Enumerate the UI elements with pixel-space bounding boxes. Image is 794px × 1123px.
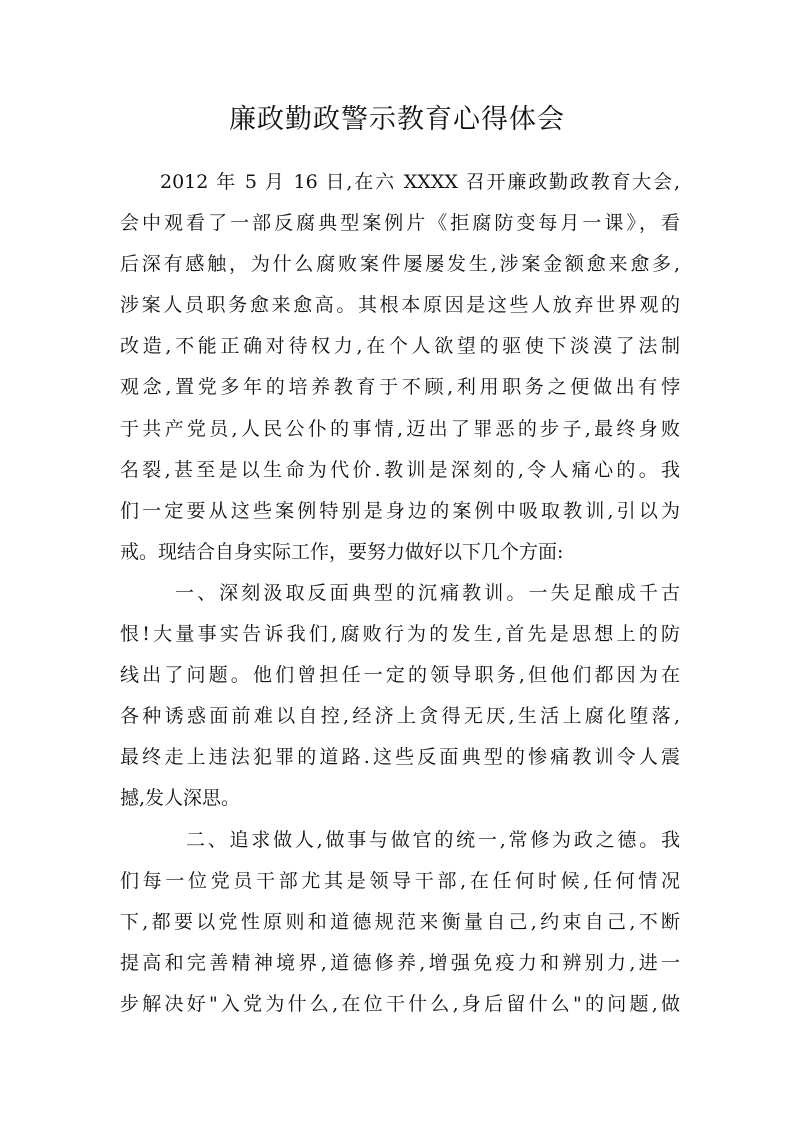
body-line: 撼,发人深思。: [120, 787, 241, 810]
body-line: 会中观看了一部反腐典型案例片《拒腐防变每月一课》，看: [120, 212, 680, 235]
body-line: 步解决好"入党为什么,在位干什么,身后留什么"的问题,做: [120, 992, 680, 1015]
body-line: 名裂,甚至是以生命为代价.教训是深刻的,令人痛心的。我: [120, 458, 680, 481]
body-line: 各种诱惑面前难以自控,经济上贪得无厌,生活上腐化堕落,: [120, 705, 680, 728]
body-line: 们每一位党员干部尤其是领导干部,在任何时候,任何情况: [120, 869, 680, 892]
body-line: 改造,不能正确对待权力,在个人欲望的驱使下淡漠了法制: [120, 335, 680, 358]
body-line: 恨!大量事实告诉我们,腐败行为的发生,首先是思想上的防: [120, 623, 680, 646]
body-line: 涉案人员职务愈来愈高。其根本原因是这些人放弃世界观的: [120, 294, 680, 317]
document-body: [120, 162, 680, 1025]
body-line: 线出了问题。他们曾担任一定的领导职务,但他们都因为在: [120, 664, 680, 687]
body-line: 观念,置党多年的培养教育于不顾,利用职务之便做出有悖: [120, 376, 680, 399]
body-line: 戒。现结合自身实际工作，要努力做好以下几个方面:: [120, 540, 564, 563]
body-line: 提高和完善精神境界,道德修养,增强免疫力和辨别力,进一: [120, 951, 680, 974]
section-heading-line: 一、深刻汲取反面典型的沉痛教训。一失足酿成千古: [175, 581, 680, 604]
body-line: 2012 年 5 月 16 日,在六 XXXX 召开廉政勤政教育大会,: [160, 171, 680, 193]
body-line: 下,都要以党性原则和道德规范来衡量自己,约束自己,不断: [120, 910, 680, 933]
document-title: 廉政勤政警示教育心得体会: [229, 104, 565, 135]
body-line: 最终走上违法犯罪的道路.这些反面典型的惨痛教训令人震: [120, 746, 680, 769]
body-line: 于共产党员,人民公仆的事情,迈出了罪恶的步子,最终身败: [120, 417, 680, 440]
body-line: 们一定要从这些案例特别是身边的案例中吸取教训,引以为: [120, 499, 680, 522]
body-line: 后深有感触，为什么腐败案件屡屡发生,涉案金额愈来愈多,: [120, 253, 680, 276]
section-heading-line: 二、追求做人,做事与做官的统一,常修为政之德。我: [186, 828, 680, 851]
